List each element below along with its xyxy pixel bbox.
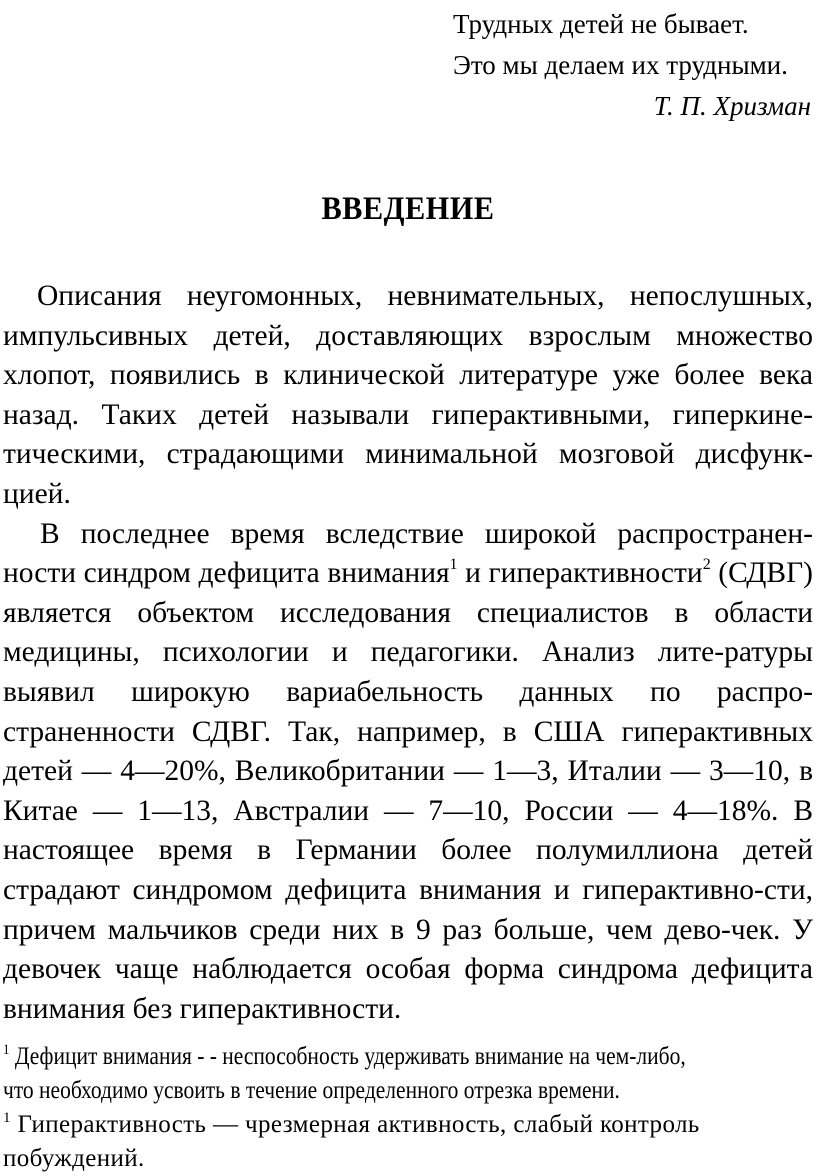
footnote-2	[3, 1108, 813, 1176]
paragraph-2-part-1: В последнее время вследствие широкой распространен-ности синдром дефицита внимания	[3, 517, 813, 590]
epigraph-line-1: Трудных детей не бывает.	[453, 9, 749, 39]
footnote-2-mark: 1	[3, 1110, 11, 1126]
epigraph-author: Т. П. Хризман	[653, 91, 811, 121]
page-title: ВВЕДЕНИЕ	[321, 191, 495, 227]
paragraph-2-part-3: (СДВГ) является объектом исследования специалистов в области медицины, психологии и педагогики. Анализ лите-ратуры выявил широкую вариабельность данных по распро-страненности СДВГ. Так, например, в США гиперактивных детей — 4—20%, Великобритании — 1—3, Италии — 3—10, в Китае — 1—13, Австралии — 7—10, России — 4—18%. В настоящее время в Германии более полумиллиона детей страдают синдромом дефицита внимания и гиперактивно-сти, причем мальчиков среди них в 9 раз больше, чем дево-чек. У девочек чаще наблюдается особая форма синдрома дефицита внимания без гиперактивности.	[3, 557, 813, 1025]
paragraph-2-part-2: и гиперактивности	[457, 557, 703, 590]
footnote-1-line-1: Дефицит внимания - - неспособность удерживать внимание на чем-либо,	[9, 1043, 686, 1070]
footnote-1-mark: 1	[3, 1042, 10, 1058]
footnote-ref-2: 2	[702, 556, 711, 574]
footnote-2-line-1: Гиперактивность — чрезмерная активность, слабый контроль	[10, 1111, 700, 1138]
footnote-1-line-2: что необходимо усвоить в течение определенного отрезка времени.	[3, 1077, 620, 1104]
footnote-1	[3, 1040, 811, 1108]
footnotes	[3, 1040, 813, 1176]
paragraph-1: Описания неугомонных, невнимательных, непослушных, импульсивных детей, доставляющих взрослым множество хлопот, появились в клинической литературе уже более века назад. Таких детей называли гиперактивными, гиперкине-тическими, страдающими минимальной мозговой дисфунк-цией.	[3, 280, 813, 510]
epigraph	[453, 4, 813, 127]
footnote-ref-1: 1	[449, 556, 458, 574]
footnote-2-line-2: побуждений.	[3, 1145, 145, 1172]
main-text	[3, 277, 813, 1029]
epigraph-line-2: Это мы делаем их трудными.	[453, 50, 788, 80]
paragraph-2	[3, 515, 813, 1030]
